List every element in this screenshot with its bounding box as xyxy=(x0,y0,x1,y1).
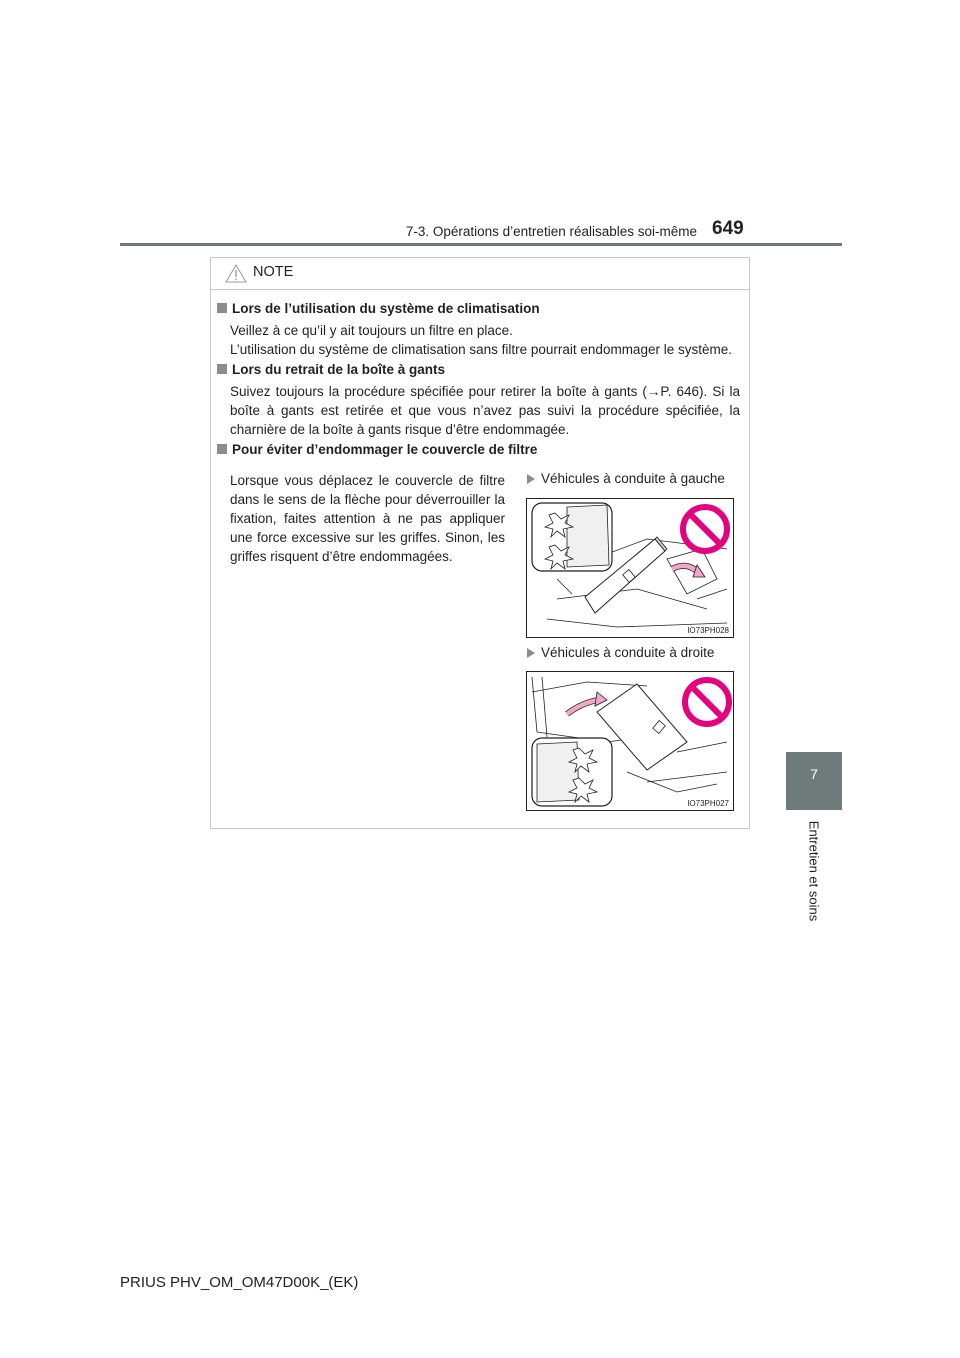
illustration-code: IO73PH027 xyxy=(687,799,729,808)
chapter-tab xyxy=(786,752,842,810)
illustration-label: Véhicules à conduite à droite xyxy=(527,645,714,660)
chapter-number: 7 xyxy=(810,766,818,782)
note-title: NOTE xyxy=(253,264,294,280)
square-bullet-icon xyxy=(217,444,227,454)
note-box xyxy=(210,257,750,829)
section-text: Veillez à ce qu’il y ait toujours un filtre en place. L’utilisation du système de climatisation sans filtre pourrait endommager le système. xyxy=(230,323,732,357)
illustration-code: IO73PH028 xyxy=(687,626,729,635)
section-text: Lorsque vous déplacez le couvercle de filtre dans le sens de la flèche pour déverrouiller la fixation, faites attention à ne pas appliquer une force excessive sur les griffes. Sinon, les griffes risquent d’être endommagées. xyxy=(230,473,505,564)
section-text: Suivez toujours la procédure spécifiée pour retirer la boîte à gants (→P. 646). Si la boîte à gants est retirée et que vous n’avez pas suivi la procédure spécifiée, la charnière de la boîte à gants risque d’être endommagée. xyxy=(230,384,740,437)
section-heading: Lors du retrait de la boîte à gants xyxy=(217,362,445,377)
footer-model-code: PRIUS PHV_OM_OM47D00K_(EK) xyxy=(120,1274,359,1291)
filter-cover-illustration xyxy=(527,672,733,810)
section-heading: Lors de l’utilisation du système de climatisation xyxy=(217,301,540,316)
square-bullet-icon xyxy=(217,364,227,374)
filter-cover-illustration xyxy=(527,499,733,637)
square-bullet-icon xyxy=(217,303,227,313)
chapter-label xyxy=(806,818,822,924)
header-divider xyxy=(120,243,842,246)
note-header xyxy=(211,258,749,290)
illustration-lhd xyxy=(526,498,734,638)
illustration-label: Véhicules à conduite à gauche xyxy=(527,471,725,486)
page-number: 649 xyxy=(712,218,744,239)
section-title: 7-3. Opérations d’entretien réalisables soi-même xyxy=(405,224,697,239)
triangle-bullet-icon xyxy=(527,648,535,658)
triangle-bullet-icon xyxy=(527,474,535,484)
illustration-rhd xyxy=(526,671,734,811)
warning-triangle-icon xyxy=(225,264,247,283)
section-heading: Pour éviter d’endommager le couvercle de filtre xyxy=(217,442,537,457)
chapter-label-text: Entretien et soins xyxy=(806,820,822,922)
